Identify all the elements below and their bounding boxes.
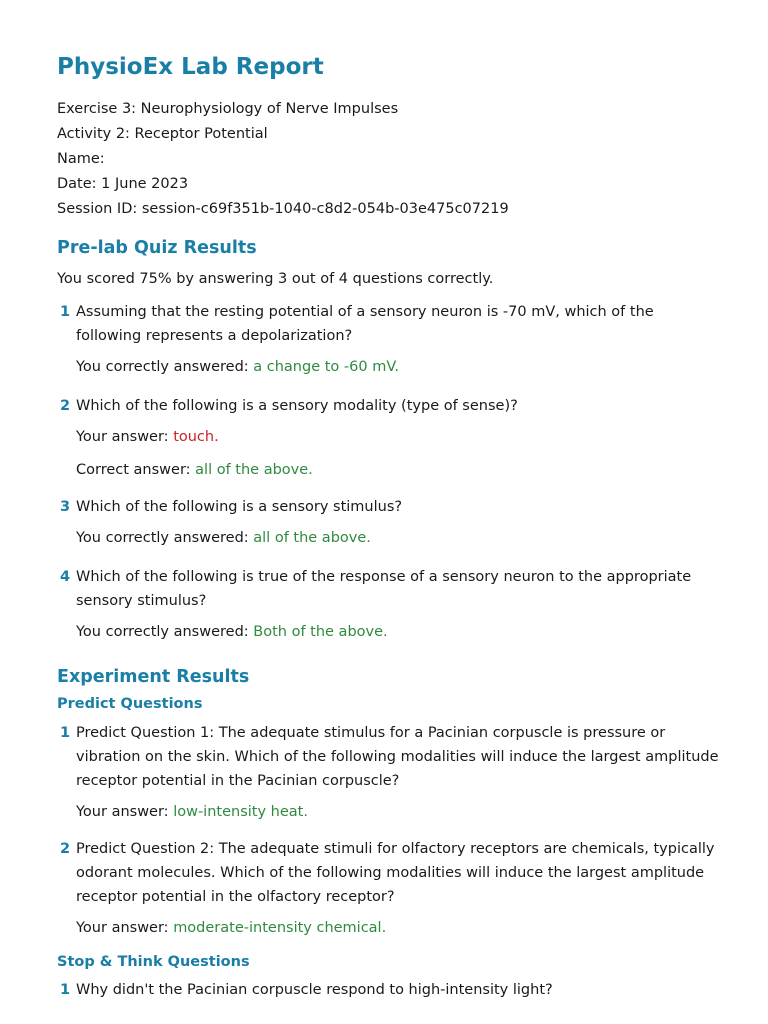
answer-label: Correct answer: bbox=[76, 462, 191, 478]
prelab-heading: Pre-lab Quiz Results bbox=[57, 238, 257, 258]
question-number: 1 bbox=[60, 304, 71, 320]
question-number: 3 bbox=[60, 499, 71, 515]
question-number: 1 bbox=[60, 982, 71, 998]
answer-label: You correctly answered: bbox=[76, 624, 249, 640]
answer-label: You correctly answered: bbox=[76, 359, 249, 375]
question-number: 2 bbox=[60, 841, 71, 857]
answer-label: Your answer: bbox=[76, 804, 169, 820]
question-answer bbox=[76, 526, 721, 550]
prelab-score: You scored 75% by answering 3 out of 4 questions correctly. bbox=[57, 271, 494, 287]
question-text: Which of the following is a sensory modality (type of sense)? bbox=[76, 398, 518, 414]
question-answer bbox=[76, 800, 721, 824]
question-text: Assuming that the resting potential of a sensory neuron is -70 mV, which of the following represents a depolarization? bbox=[76, 304, 654, 344]
your-answer bbox=[76, 425, 721, 449]
answer-label: Your answer: bbox=[76, 429, 169, 445]
answer-value-wrong: touch. bbox=[173, 429, 219, 445]
exercise-line: Exercise 3: Neurophysiology of Nerve Impulses bbox=[57, 101, 399, 117]
question-number: 2 bbox=[60, 398, 71, 414]
question-text: Which of the following is a sensory stimulus? bbox=[76, 499, 403, 515]
report-title: PhysioEx Lab Report bbox=[57, 54, 324, 80]
question-answer bbox=[76, 355, 721, 379]
question-text: Predict Question 2: The adequate stimuli for olfactory receptors are chemicals, typically odorant molecules. Which of the following modalities will induce the largest amplitude receptor potential in the olfactory receptor? bbox=[76, 841, 715, 905]
predict-question-2 bbox=[57, 837, 721, 940]
correct-answer bbox=[76, 458, 721, 482]
question-text: Why didn't the Pacinian corpuscle respond to high-intensity light? bbox=[76, 982, 553, 998]
question-text: Which of the following is true of the response of a sensory neuron to the appropriate sensory stimulus? bbox=[76, 569, 692, 609]
prelab-question-1 bbox=[57, 300, 721, 379]
answer-value-correct: all of the above. bbox=[195, 462, 313, 478]
stop-think-heading: Stop & Think Questions bbox=[57, 954, 250, 970]
name-line: Name: bbox=[57, 151, 105, 167]
prelab-question-4 bbox=[57, 565, 721, 644]
question-number: 1 bbox=[60, 725, 71, 741]
report-meta bbox=[57, 97, 509, 222]
answer-label: Your answer: bbox=[76, 920, 169, 936]
question-text: Predict Question 1: The adequate stimulus for a Pacinian corpuscle is pressure or vibration on the skin. Which of the following modalities will induce the largest amplitude receptor potential in the Pacinian corpuscle? bbox=[76, 725, 719, 789]
session-line: Session ID: session-c69f351b-1040-c8d2-054b-03e475c07219 bbox=[57, 201, 509, 217]
question-number: 4 bbox=[60, 569, 71, 585]
predict-heading: Predict Questions bbox=[57, 696, 203, 712]
answer-value: moderate-intensity chemical. bbox=[173, 920, 387, 936]
prelab-question-2 bbox=[57, 394, 721, 482]
answer-value-correct: a change to -60 mV. bbox=[253, 359, 399, 375]
answer-label: You correctly answered: bbox=[76, 530, 249, 546]
activity-line: Activity 2: Receptor Potential bbox=[57, 126, 268, 142]
answer-value-correct: all of the above. bbox=[253, 530, 371, 546]
date-line: Date: 1 June 2023 bbox=[57, 176, 189, 192]
experiment-heading: Experiment Results bbox=[57, 667, 250, 687]
question-answer bbox=[76, 916, 721, 940]
lab-report-page bbox=[57, 0, 721, 998]
answer-value-correct: Both of the above. bbox=[253, 624, 388, 640]
predict-question-1 bbox=[57, 721, 721, 824]
question-answer bbox=[76, 620, 721, 644]
answer-value: low-intensity heat. bbox=[173, 804, 308, 820]
prelab-question-3 bbox=[57, 495, 721, 550]
stop-think-question-1 bbox=[57, 978, 721, 1002]
